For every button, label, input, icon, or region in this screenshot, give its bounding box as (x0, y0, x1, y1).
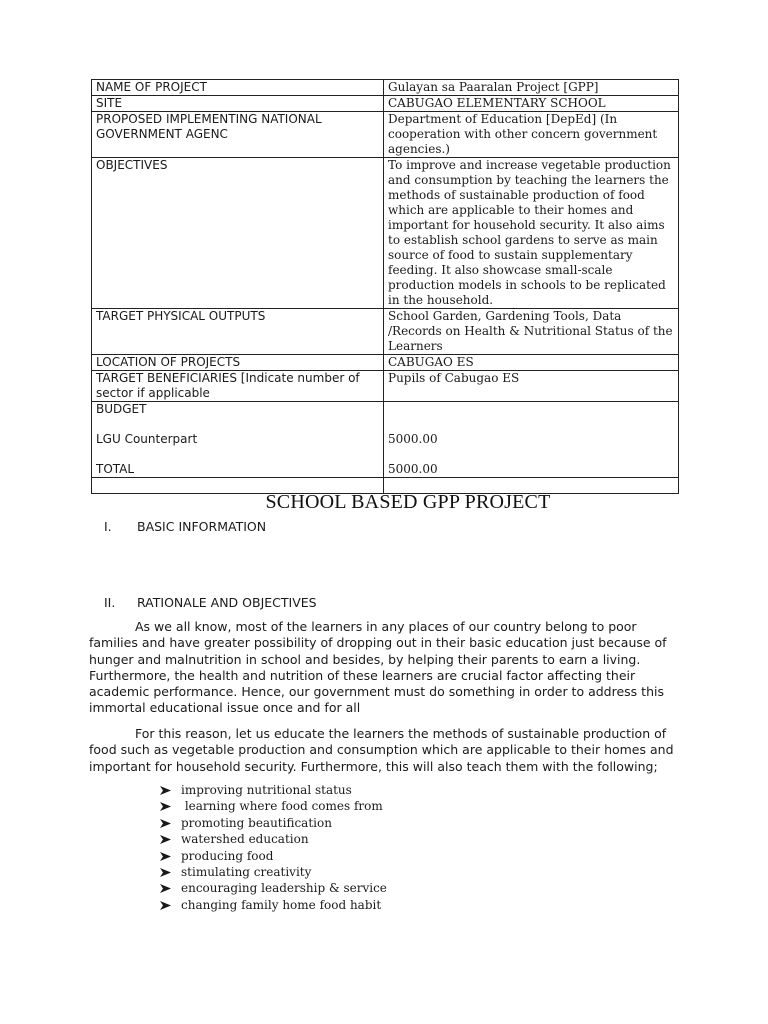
row-label-objectives: OBJECTIVES (92, 158, 384, 309)
row-label-implementing-agency: PROPOSED IMPLEMENTING NATIONAL GOVERNMENT AGENC (92, 112, 384, 158)
list-item-text: improving nutritional status (181, 783, 352, 797)
list-item (160, 782, 387, 798)
row-label-target-outputs: TARGET PHYSICAL OUTPUTS (92, 309, 384, 355)
table-row-budget (92, 402, 679, 478)
list-item-text: learning where food comes from (181, 799, 383, 814)
list-item (160, 897, 387, 913)
project-info-table (91, 79, 679, 494)
list-item (160, 848, 387, 864)
list-item-text: producing food (181, 848, 274, 863)
row-value-beneficiaries: Pupils of Cabugao ES (384, 371, 679, 402)
list-item (160, 864, 387, 880)
table-row (92, 355, 679, 371)
benefits-list (160, 782, 387, 913)
section-number: II. (104, 595, 116, 610)
list-item (160, 831, 387, 847)
row-label-location: LOCATION OF PROJECTS (92, 355, 384, 371)
table-row (92, 112, 679, 158)
row-label-name-of-project: NAME OF PROJECT (92, 80, 384, 96)
lgu-counterpart-label: LGU Counterpart (96, 432, 198, 446)
list-item-text: stimulating creativity (181, 865, 312, 880)
list-item-text: encouraging leadership & service (181, 881, 387, 896)
rationale-paragraph-1: As we all know, most of the learners in any places of our country belong to poor families and have greater possibility of dropping out in their basic education just because of hunger and malnutrition in school and besides, by helping their parents to earn a living. Furthermore, the health and nutrition of these learners are crucial factor affecting their academic performance. Hence, our government must do something in order to address this immortal educational issue once and for all (89, 619, 667, 716)
table-row (92, 158, 679, 309)
section-title: BASIC INFORMATION (137, 519, 267, 534)
table-row (92, 96, 679, 112)
arrow-bullet-icon (160, 802, 171, 811)
table-row (92, 80, 679, 96)
arrow-bullet-icon (160, 786, 171, 795)
row-value-target-outputs: School Garden, Gardening Tools, Data /Records on Health & Nutritional Status of the Learners (384, 309, 679, 355)
row-value-site: CABUGAO ELEMENTARY SCHOOL (384, 96, 679, 112)
section-heading-rationale (104, 595, 317, 610)
row-label-beneficiaries: TARGET BENEFICIARIES [Indicate number of sector if applicable (92, 371, 384, 402)
row-value-implementing-agency: Department of Education [DepEd] (In cooperation with other concern government agencies.) (384, 112, 679, 158)
total-label: TOTAL (96, 462, 135, 476)
list-item (160, 798, 387, 814)
list-item (160, 880, 387, 896)
arrow-bullet-icon (160, 884, 171, 893)
row-value-location: CABUGAO ES (384, 355, 679, 371)
row-value-name-of-project: Gulayan sa Paaralan Project [GPP] (384, 80, 679, 96)
budget-label: BUDGET (96, 402, 147, 416)
list-item-text: promoting beautification (181, 815, 332, 830)
row-value-objectives: To improve and increase vegetable production and consumption by teaching the learners the methods of sustainable production of food which are applicable to their homes and important for household security. It also aims to establish school gardens to serve as main source of food to sustain supplementary feeding. It also showcase small-scale production models in schools to be replicated in the household. (384, 158, 679, 309)
lgu-counterpart-value: 5000.00 (388, 432, 438, 446)
list-item (160, 815, 387, 831)
rationale-paragraph-2: For this reason, let us educate the learners the methods of sustainable production of food such as vegetable production and consumption which are applicable to their homes and important for household security. Furthermore, this will also teach them with the following; (89, 726, 674, 774)
table-row (92, 371, 679, 402)
table-row (92, 309, 679, 355)
page-title: SCHOOL BASED GPP PROJECT (265, 491, 551, 513)
arrow-bullet-icon (160, 852, 171, 861)
section-title: RATIONALE AND OBJECTIVES (137, 595, 317, 610)
list-item-text: watershed education (181, 832, 309, 847)
arrow-bullet-icon (160, 868, 171, 877)
budget-value-cell (384, 402, 679, 478)
total-value: 5000.00 (388, 462, 438, 476)
section-heading-basic-information (104, 519, 266, 534)
arrow-bullet-icon (160, 835, 171, 844)
arrow-bullet-icon (160, 901, 171, 910)
section-number: I. (104, 519, 112, 534)
row-label-site: SITE (92, 96, 384, 112)
list-item-text: changing family home food habit (181, 897, 382, 912)
budget-label-cell (92, 402, 384, 478)
arrow-bullet-icon (160, 819, 171, 828)
